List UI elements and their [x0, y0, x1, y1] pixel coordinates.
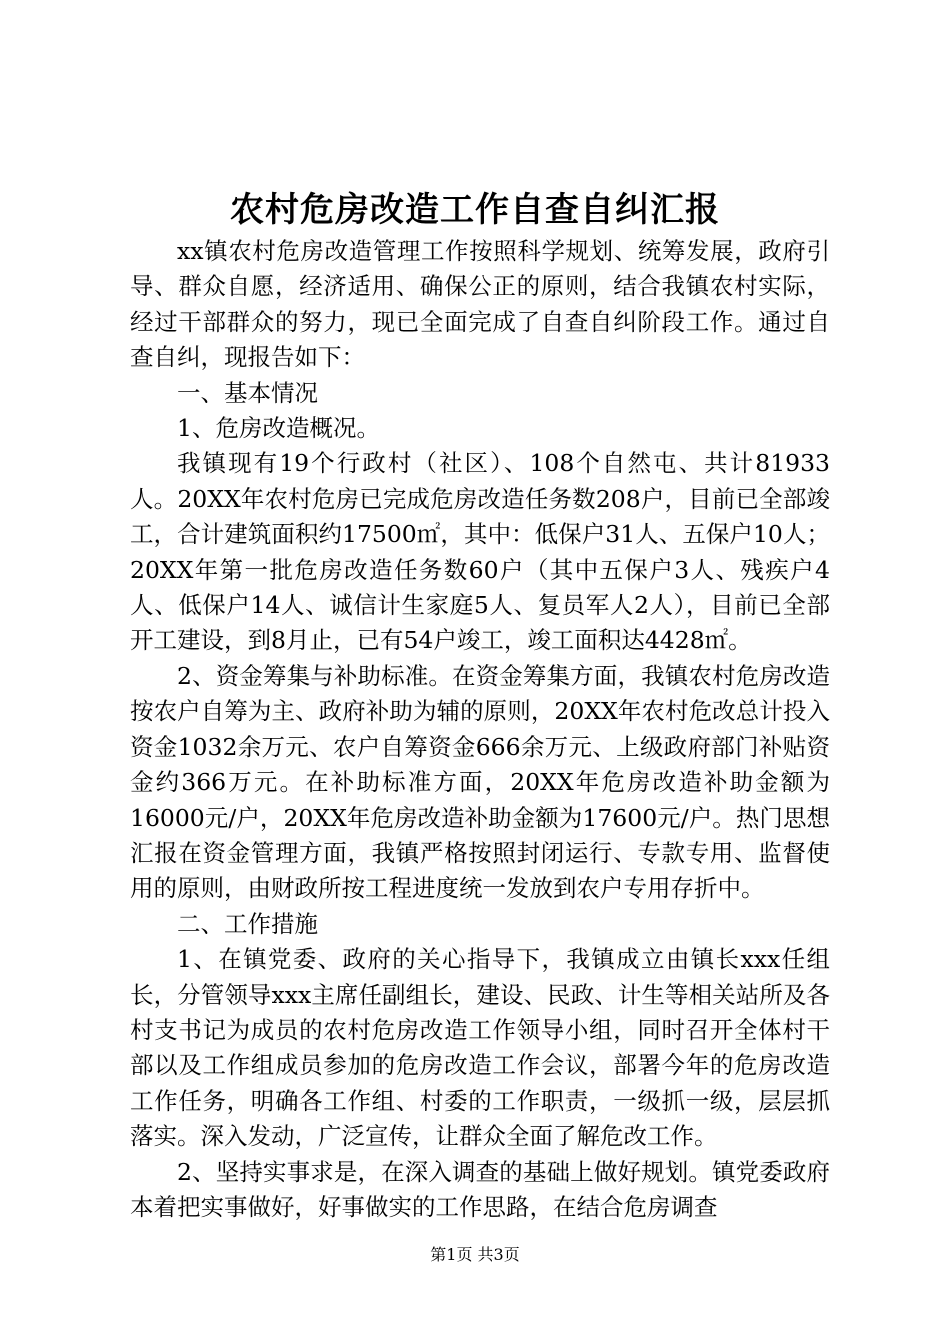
- subheading-overview: 1、危房改造概况。: [177, 414, 380, 443]
- document-title: 农村危房改造工作自查自纠汇报: [230, 190, 720, 230]
- paragraph-measure-2: 2、坚持实事求是，在深入调查的基础上做好规划。镇党委政府本着把实事做好，好事做实的工作思路，在结合危房调查: [130, 1157, 830, 1221]
- section-heading-basic-situation: 一、基本情况: [177, 378, 318, 407]
- paragraph-funding: 2、资金筹集与补助标准。在资金筹集方面，我镇农村危房改造按农户自筹为主、政府补助为辅的原则，20XX年农村危改总计投入资金1032余万元、农户自筹资金666余万元、上级政府部门补贴资金约366万元。在补助标准方面，20XX年危房改造补助金额为16000元/户，20XX年危房改造补助金额为17600元/户。热门思想汇报在资金管理方面，我镇严格按照封闭运行、专款专用、监督使用的原则，由财政所按工程进度统一发放到农户专用存折中。: [130, 661, 830, 903]
- paragraph-measure-1: 1、在镇党委、政府的关心指导下，我镇成立由镇长xxx任组长，分管领导xxx主席任副组长，建设、民政、计生等相关站所及各村支书记为成员的农村危房改造工作领导小组，同时召开全体村干部以及工作组成员参加的危房改造工作会议，部署今年的危房改造工作任务，明确各工作组、村委的工作职责，一级抓一级，层层抓落实。深入发动，广泛宣传，让群众全面了解危改工作。: [130, 945, 830, 1151]
- paragraph-overview: 我镇现有19个行政村（社区）、108个自然屯、共计81933人。20XX年农村危房已完成危房改造任务数208户，目前已全部竣工，合计建筑面积约17500㎡，其中：低保户31人、五保户10人；20XX年第一批危房改造任务数60户（其中五保户3人、残疾户4人、低保户14人、诚信计生家庭5人、复员军人2人），目前已全部开工建设，到8月止，已有54户竣工，竣工面积达4428㎡。: [130, 449, 830, 655]
- section-heading-measures: 二、工作措施: [177, 909, 318, 938]
- document-body: [130, 234, 830, 1225]
- paragraph-intro: xx镇农村危房改造管理工作按照科学规划、统筹发展，政府引导、群众自愿，经济适用、确保公正的原则，结合我镇农村实际，经过干部群众的努力，现已全面完成了自查自纠阶段工作。通过自查自纠，现报告如下：: [130, 237, 830, 372]
- page-number-footer: 第1页 共3页: [430, 1245, 520, 1264]
